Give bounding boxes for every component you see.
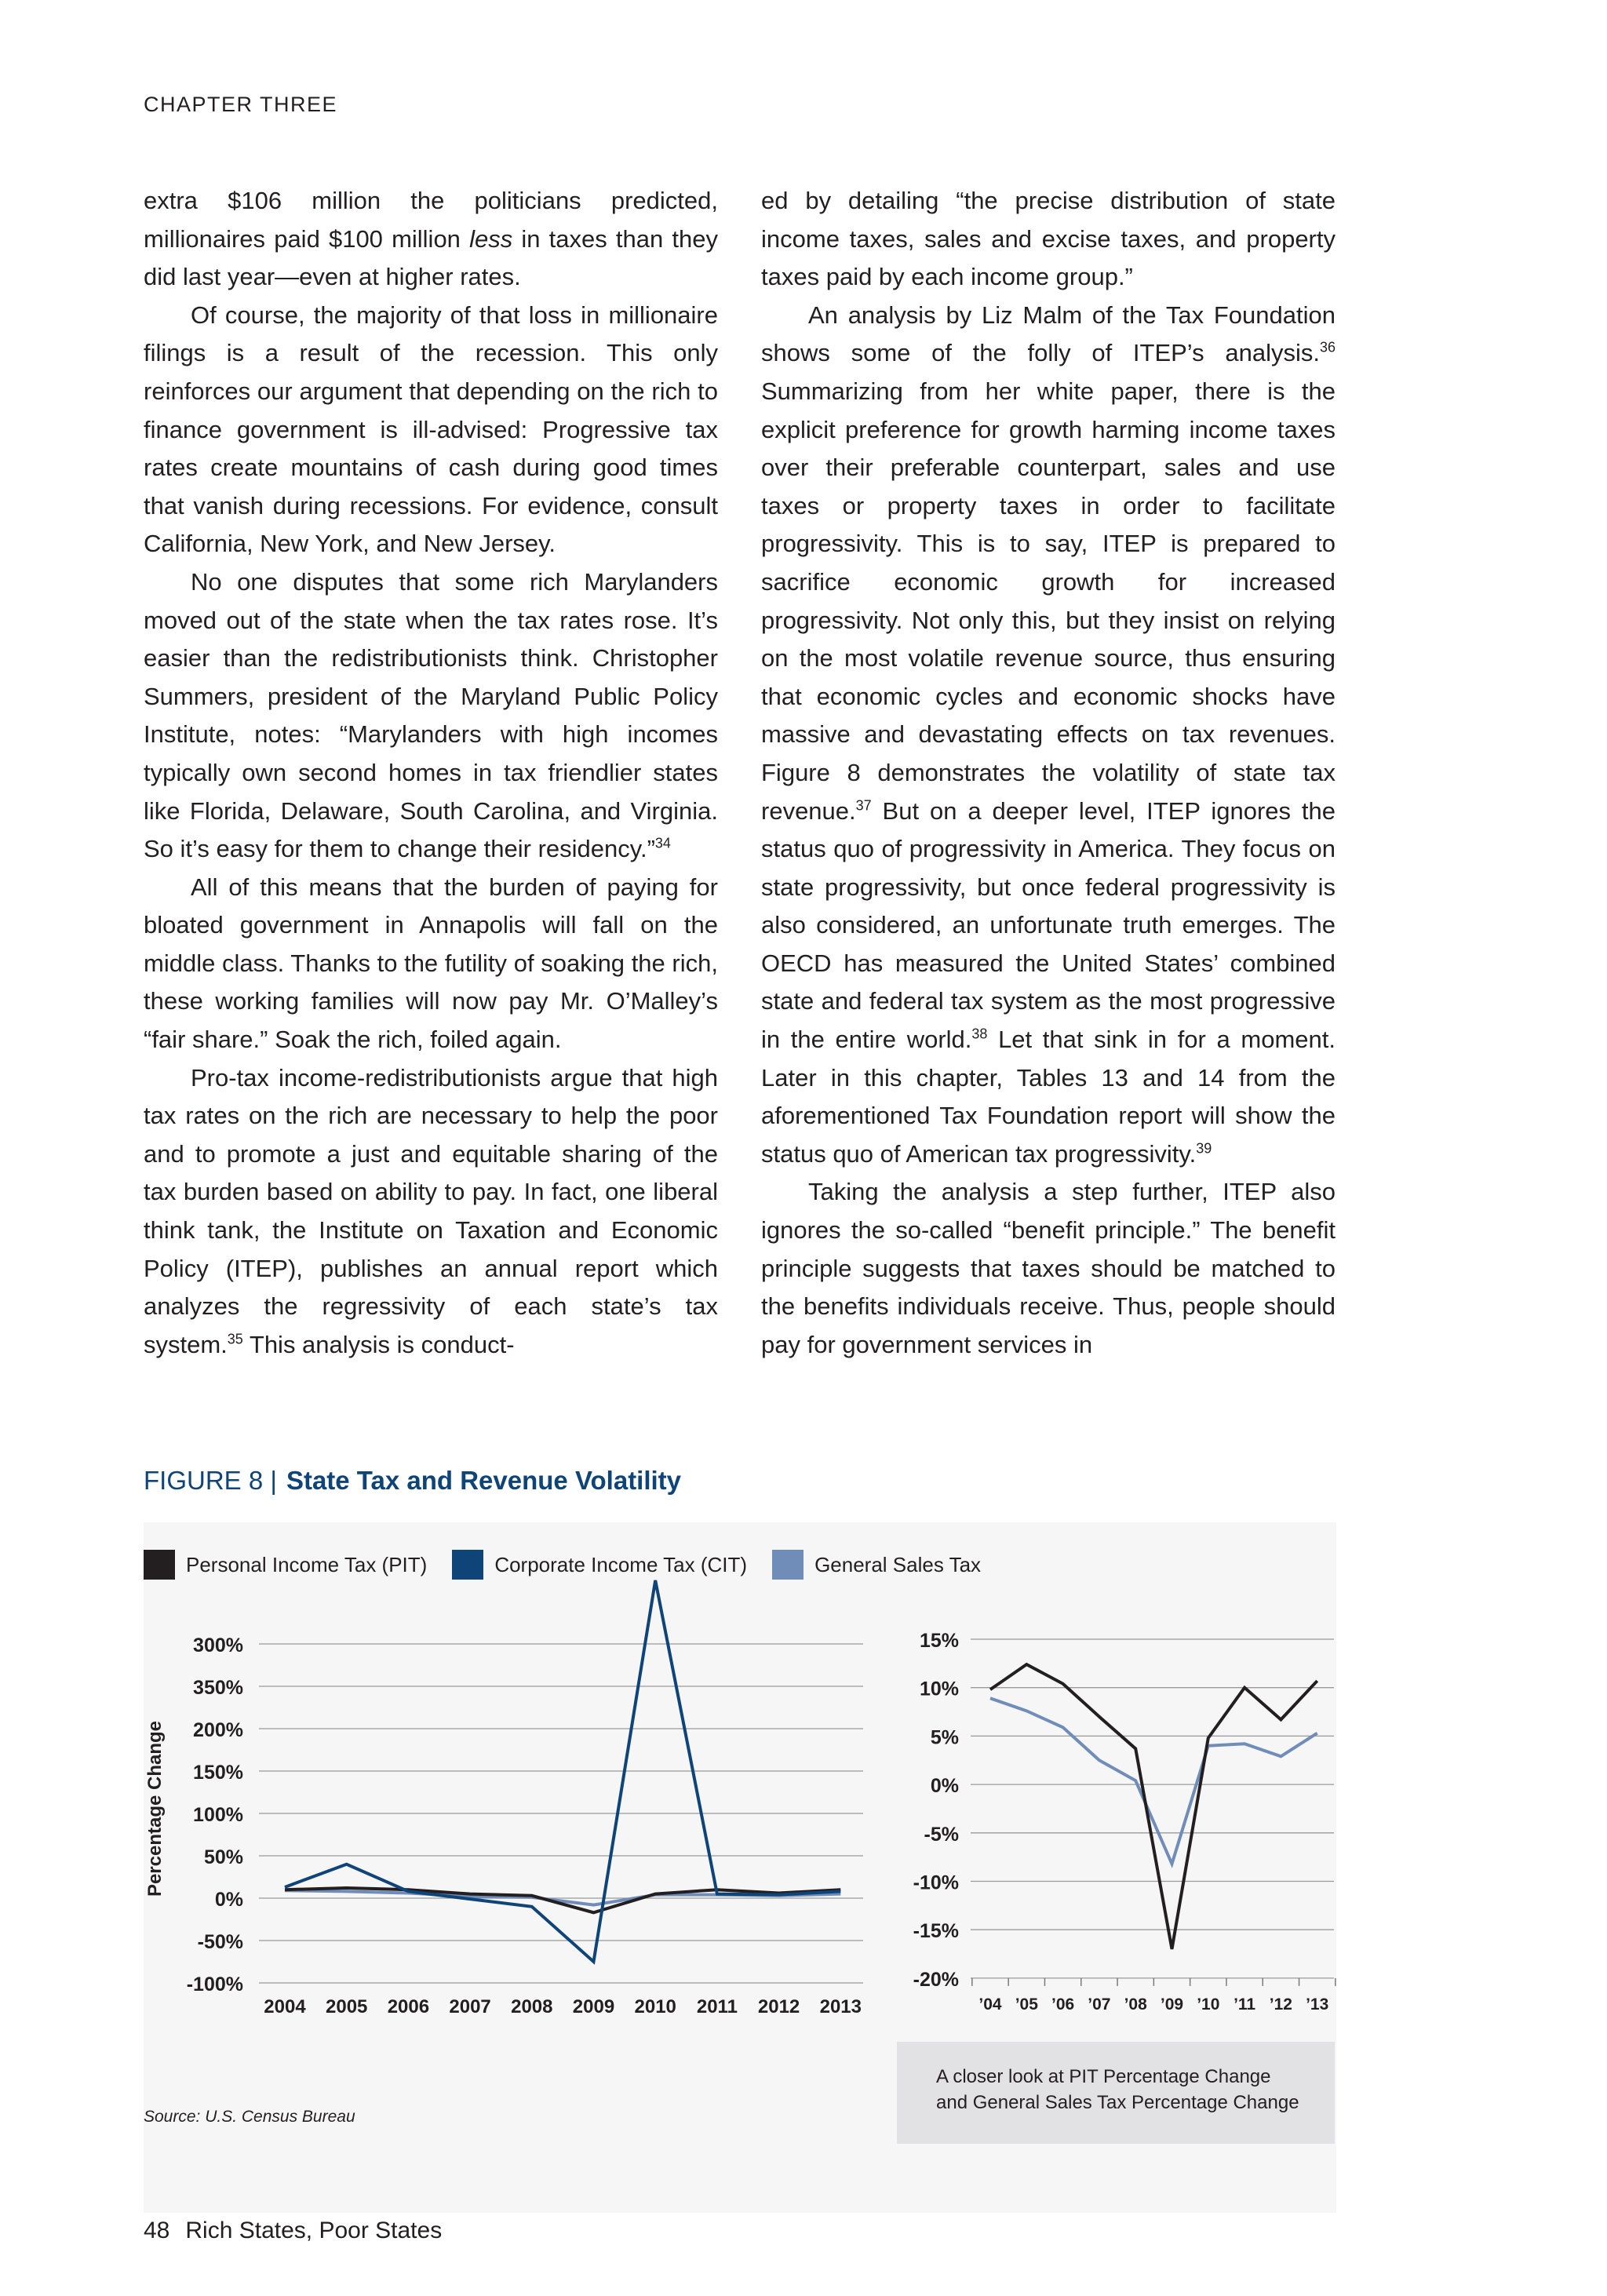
- y-tick-label: 150%: [193, 1762, 243, 1784]
- y-tick-label: 0%: [930, 1775, 959, 1798]
- y-tick-label: -100%: [186, 1973, 243, 1995]
- y-tick-label: 300%: [193, 1635, 243, 1656]
- y-axis-label: Percentage Change: [144, 1720, 166, 1897]
- legend-label-cit: Corporate Income Tax (CIT): [494, 1552, 748, 1576]
- x-tick-label: ’08: [1124, 1995, 1147, 2014]
- paragraph: An analysis by Liz Malm of the Tax Foundation shows some of the folly of ITEP’s analysis.$^{36}$ Summarizing from her white paper, there is the explicit preference for growth harming income taxes over their preferable counterpart, sales and use taxes or property taxes in order to facilitate progressivity. This is to say, ITEP is prepared to sacrifice economic growth for increased progressivity. Not only this, but they insist on relying on the most volatile revenue source, thus ensuring that economic cycles and economic shocks have massive and devastating effects on tax revenues. Figure 8 demonstrates the volatility of state tax revenue.$^{37}$ But on a deeper level, ITEP ignores the status quo of progressivity in America. They focus on state progressivity, but once federal progressivity is also considered, an unfortunate truth emerges. The OECD has measured the United States’ combined state and federal tax system as the most progressive in the entire world.$^{38}$ Let that sink in for a moment. Later in this chapter, Tables 13 and 14 from the aforementioned Tax Foundation report will show the status quo of American tax progressivity.$^{39}$: [761, 301, 1336, 1168]
- x-tick-label: ’12: [1269, 1995, 1293, 2014]
- figure-heading: State Tax and Revenue Volatility: [286, 1466, 682, 1495]
- x-tick-label: 2009: [572, 1996, 615, 2017]
- figure-label: FIGURE 8 |: [144, 1466, 277, 1495]
- x-tick-label: ’05: [1015, 1995, 1038, 2014]
- x-tick-label: 2007: [449, 1996, 491, 2017]
- chart-note-text: [936, 2064, 1299, 2116]
- chart-note-box: [897, 2042, 1335, 2144]
- chapter-header: CHAPTER THREE: [144, 93, 338, 116]
- chart-note-line-2: and General Sales Tax Percentage Change: [936, 2092, 1299, 2113]
- x-tick-label: 2005: [326, 1996, 368, 2017]
- paragraph: extra $106 million the politicians predicted, millionaires paid $100 million less in taxes than they did last year—even at higher rates.: [144, 187, 718, 291]
- legend-label-sales: General Sales Tax: [814, 1552, 982, 1576]
- x-tick-label: ’09: [1160, 1995, 1184, 2014]
- x-tick-label: ’06: [1051, 1995, 1075, 2014]
- x-tick-label: ’07: [1088, 1995, 1111, 2014]
- paragraph: All of this means that the burden of paying for bloated government in Annapolis will fall on the middle class. Thanks to the futility of soaking the rich, these working families will now pay Mr. O’Malley’s “fair share.” Soak the rich, foiled again.: [144, 873, 718, 1054]
- legend-label-pit: Personal Income Tax (PIT): [186, 1552, 428, 1576]
- y-tick-label: 350%: [193, 1677, 243, 1699]
- y-tick-label: -50%: [197, 1931, 243, 1953]
- x-tick-label: 2008: [511, 1996, 553, 2017]
- y-tick-label: -20%: [913, 1968, 959, 1991]
- y-tick-label: -15%: [913, 1920, 959, 1943]
- page-footer: 48 Rich States, Poor States: [144, 2218, 443, 2243]
- x-tick-label: ’13: [1306, 1995, 1329, 2014]
- x-tick-label: 2006: [387, 1996, 430, 2017]
- series-line-sales: [990, 1698, 1317, 1864]
- paragraph: ed by detailing “the precise distribution of state income taxes, sales and excise taxes, and property taxes paid by each income group.”: [761, 187, 1336, 291]
- x-tick-label: ’10: [1197, 1995, 1220, 2014]
- paragraph: Taking the analysis a step further, ITEP also ignores the so-called “benefit principle.” The benefit principle suggests that taxes should be matched to the benefits individuals receive. Thus, people should pay for government services in: [761, 1178, 1336, 1358]
- y-tick-label: 15%: [919, 1630, 959, 1652]
- y-tick-label: -10%: [913, 1871, 959, 1894]
- paragraph: No one disputes that some rich Marylanders moved out of the state when the tax rates rose. It’s easier than the redistributionists think. Christopher Summers, president of the Maryland Public Policy Institute, notes: “Marylanders with high incomes typically own second homes in tax friendlier states like Florida, Delaware, South Carolina, and Virginia. So it’s easy for them to change their residency.”$^{34}$: [144, 567, 718, 863]
- x-tick-label: ’04: [978, 1995, 1002, 2014]
- x-tick-label: 2010: [634, 1996, 676, 2017]
- paragraph: Of course, the majority of that loss in millionaire filings is a result of the recession. This only reinforces our argument that depending on the rich to finance government is ill-advised: Progressive tax rates create mountains of cash during good times that vanish during recessions. For evidence, consult California, New York, and New Jersey.: [144, 301, 718, 558]
- y-tick-label: -5%: [924, 1823, 959, 1846]
- y-tick-label: 200%: [193, 1719, 243, 1741]
- x-tick-label: ’11: [1233, 1995, 1256, 2014]
- x-tick-label: 2004: [264, 1996, 306, 2017]
- x-tick-label: 2013: [819, 1996, 862, 2017]
- series-line-pit: [990, 1664, 1317, 1949]
- x-tick-label: 2012: [757, 1996, 800, 2017]
- chart-note-line-1: A closer look at PIT Percentage Change: [936, 2066, 1271, 2087]
- x-tick-label: 2011: [696, 1996, 738, 2017]
- y-tick-label: 5%: [930, 1726, 959, 1749]
- y-tick-label: 50%: [203, 1846, 243, 1868]
- paragraph: Pro-tax income-redistributionists argue that high tax rates on the rich are necessary to help the poor and to promote a just and equitable sharing of the tax burden based on ability to pay. In fact, one liberal think tank, the Institute on Taxation and Economic Policy (ITEP), publishes an annual report which analyzes the regressivity of each state’s tax system.$^{35}$ This analysis is conduct-: [144, 1063, 718, 1358]
- figure-source: Source: U.S. Census Bureau: [144, 2108, 355, 2126]
- y-tick-label: 100%: [193, 1804, 243, 1826]
- y-tick-label: 10%: [919, 1678, 959, 1700]
- y-tick-label: 0%: [214, 1889, 243, 1911]
